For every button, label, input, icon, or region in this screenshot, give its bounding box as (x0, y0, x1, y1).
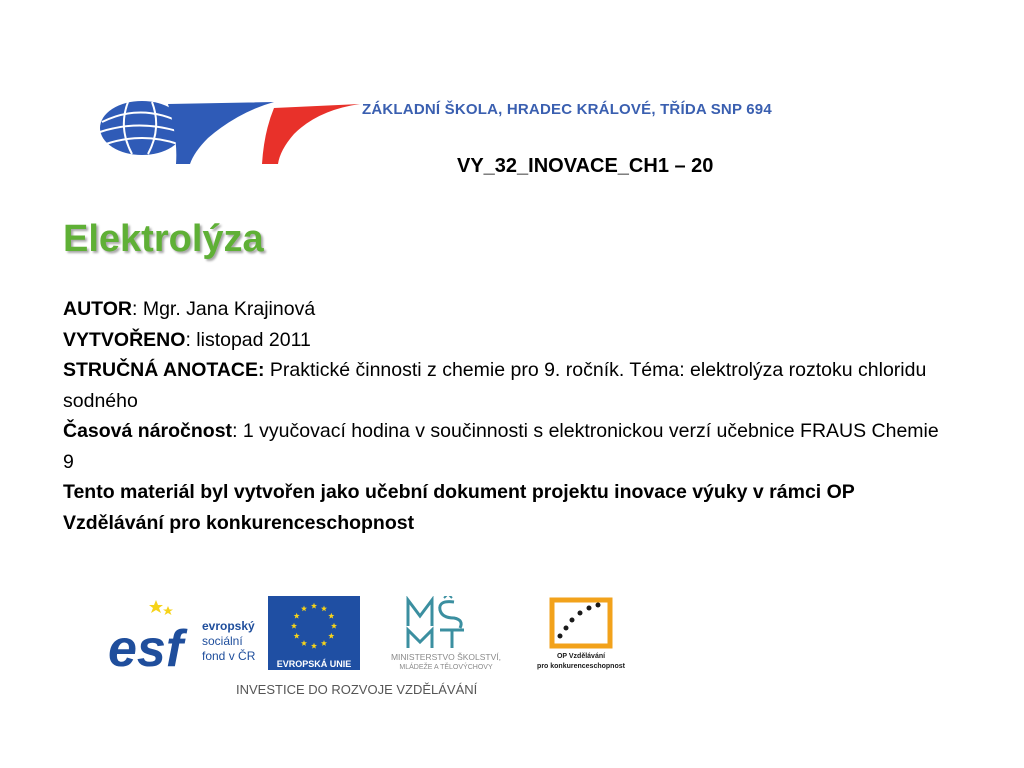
annotation-line (63, 355, 943, 416)
annotation-label: STRUČNÁ ANOTACE: (63, 359, 265, 381)
op-logo (530, 596, 640, 672)
time-line (63, 416, 943, 477)
esf-line2: sociální (202, 634, 243, 648)
author-line (63, 294, 943, 325)
eu-logo (268, 596, 360, 670)
esf-logo (108, 596, 258, 670)
school-name: ZÁKLADNÍ ŠKOLA, HRADEC KRÁLOVÉ, TŘÍDA SNP 694 (362, 101, 772, 118)
msmt-logo (368, 596, 524, 670)
author-label: AUTOR (63, 298, 132, 320)
investice-slogan: INVESTICE DO ROZVOJE VZDĚLÁVÁNÍ (236, 682, 478, 697)
eu-label: EVROPSKÁ UNIE (276, 659, 352, 669)
time-label: Časová náročnost (63, 420, 233, 442)
op-dots-icon (552, 600, 610, 646)
document-code: VY_32_INOVACE_CH1 – 20 (457, 155, 714, 177)
msmt-line2: MLÁDEŽE A TĚLOVÝCHOVY (399, 664, 493, 670)
author-value: : Mgr. Jana Krajinová (131, 298, 316, 320)
esf-line3: fond v ČR (202, 649, 256, 663)
msmt-line1: MINISTERSTVO ŠKOLSTVÍ, (390, 652, 502, 662)
created-label: VYTVOŘENO (63, 328, 186, 351)
op-line2: pro konkurenceschopnost (537, 663, 625, 670)
esf-wordmark: esf (108, 620, 184, 670)
time-value: : 1 vyučovací hodina v součinnosti s elektronickou verzí učebnice FRAUS Chemie 9 (63, 420, 939, 473)
slide-body (63, 294, 943, 538)
created-line (63, 325, 943, 356)
esf-line1: evropský (202, 619, 255, 633)
footer-note: Tento materiál byl vytvořen jako učební dokument projektu inovace výuky v rámci OP Vzdělávání pro konkurenceschopnost (63, 481, 855, 534)
red-swoosh (262, 104, 360, 164)
annotation-value: Praktické činnosti z chemie pro 9. ročník. Téma: elektrolýza roztoku chloridu sodného (63, 359, 927, 412)
blue-swoosh (168, 102, 274, 164)
created-value: : listopad 2011 (185, 328, 311, 351)
msmt-monogram-icon (408, 596, 464, 648)
op-line1: OP Vzdělávání (556, 653, 606, 660)
slide-title: Elektrolýza (63, 218, 264, 260)
school-logo (98, 98, 360, 164)
